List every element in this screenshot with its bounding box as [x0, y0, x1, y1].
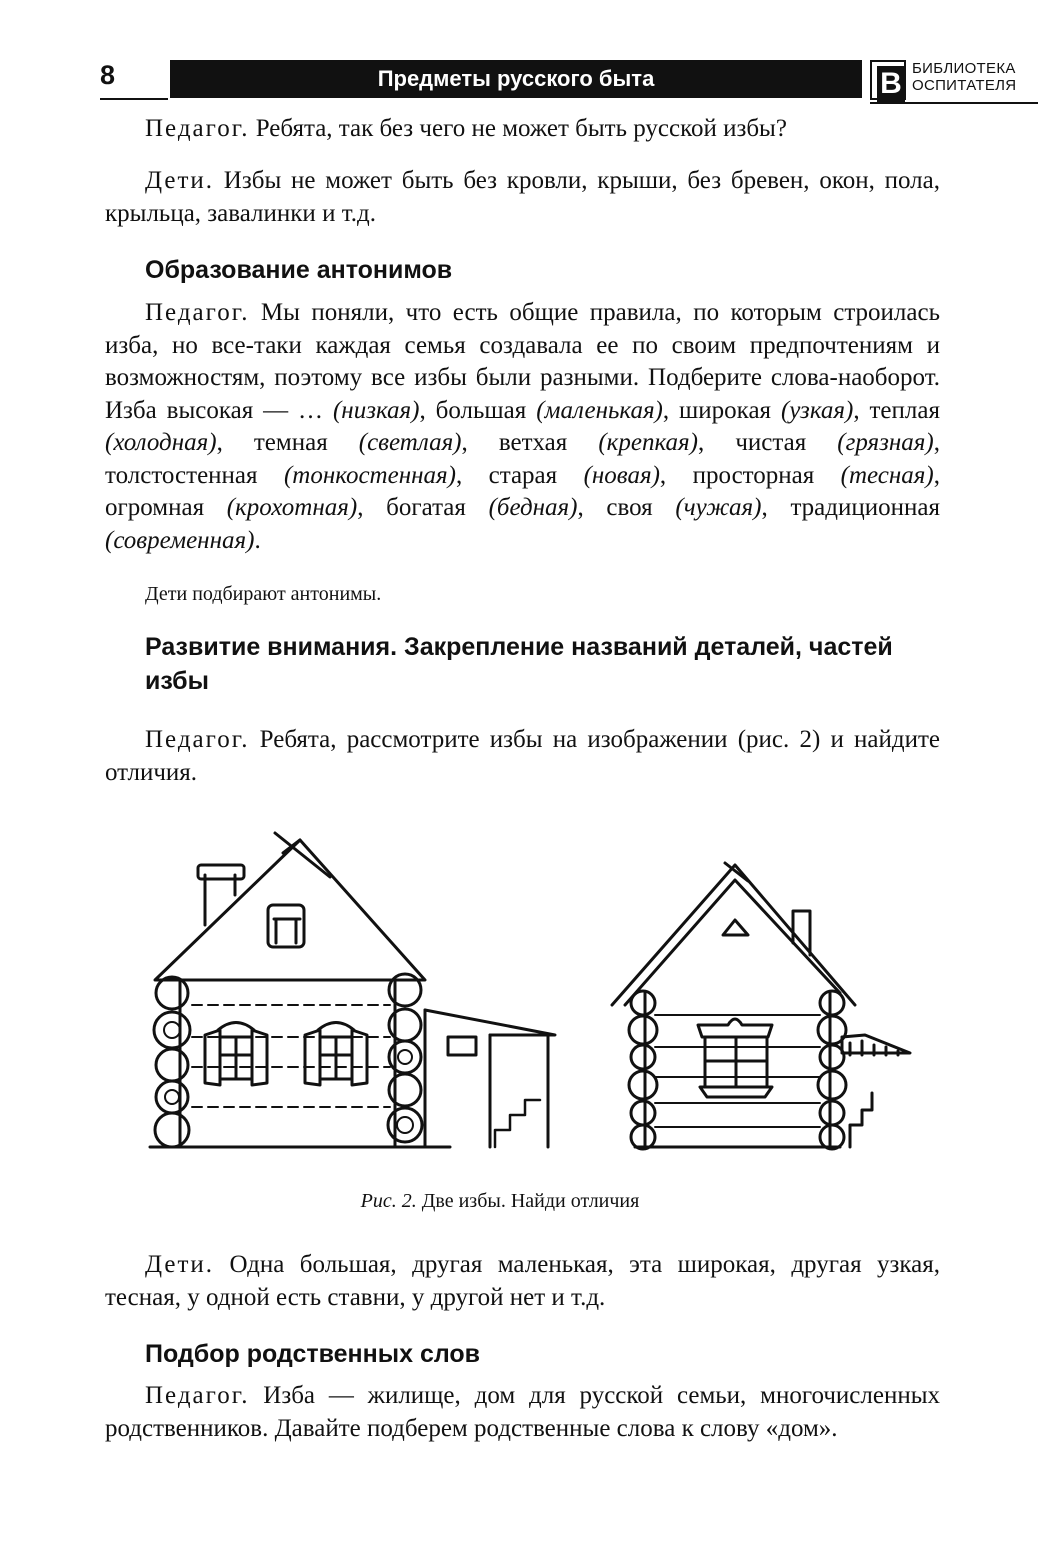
attic-window	[268, 905, 304, 947]
running-title: Предметы русского быта	[170, 60, 862, 98]
antonym: (узкая)	[780, 396, 854, 424]
adjective: , старая	[455, 461, 584, 489]
speaker-label: Педагог.	[145, 1382, 250, 1409]
small-house	[612, 863, 910, 1149]
antonym: (крохотная)	[226, 494, 358, 521]
antonym: (тесная)	[840, 461, 934, 489]
stage-note: Дети подбирают антонимы.	[145, 583, 382, 605]
logo-line-1: БИБЛИОТЕКА	[912, 60, 1016, 77]
side-porch	[842, 1035, 910, 1147]
header-rule	[100, 98, 168, 100]
paragraph-text: Одна большая, другая маленькая, эта широкая, другая узкая, тесная, у одной есть ставни, у другой нет и т.д.	[105, 1251, 940, 1311]
speaker-label: Дети.	[145, 167, 215, 194]
antonym: (грязная)	[837, 429, 934, 456]
antonym: (низкая)	[332, 396, 420, 424]
antonym: (холодная)	[105, 429, 217, 456]
adjective: , огромная	[105, 461, 940, 521]
caption-label: Рис. 2.	[360, 1190, 417, 1212]
log-ends-left	[154, 977, 190, 1147]
shuttered-window-left	[205, 1023, 267, 1086]
related-words-paragraph	[105, 1380, 940, 1445]
adjective: , темная	[216, 429, 359, 456]
speaker-label: Педагог.	[145, 299, 250, 326]
teacher-question	[105, 113, 940, 146]
adjective: , большая	[419, 396, 537, 424]
section-heading-antonyms: Образование антонимов	[145, 256, 453, 284]
paragraph-text: Ребята, так без чего не может быть русской избы?	[255, 115, 787, 142]
series-logo	[870, 58, 1040, 104]
paragraph-text: Избы не может быть без кровли, крыши, без бревен, окон, пола, крыльца, завалинки и т.д.	[105, 167, 940, 227]
adjective: , толстостенная	[105, 429, 940, 489]
page-number: 8	[100, 60, 116, 90]
adjective: , богатая	[357, 494, 489, 521]
antonym: (светлая)	[358, 429, 462, 456]
big-house	[150, 833, 555, 1147]
adjective: , широкая	[662, 396, 781, 424]
antonym: (крепкая)	[598, 429, 698, 456]
paragraph-text: Ребята, рассмотрите избы на изображении (рис. 2) и найдите отличия.	[105, 726, 941, 786]
adjective: , ветхая	[461, 429, 599, 456]
log-ends-small-left	[629, 991, 657, 1149]
shuttered-window-right	[305, 1023, 367, 1086]
antonym: (маленькая)	[536, 396, 663, 424]
figure-two-houses	[150, 825, 915, 1160]
caption-text: Две избы. Найди отличия	[421, 1190, 640, 1212]
antonym: (тонкостенная)	[283, 461, 456, 489]
logo-line-2: ОСПИТАТЕЛЯ	[912, 77, 1017, 94]
speaker-label: Педагог.	[145, 726, 250, 753]
antonym: (бедная)	[488, 494, 578, 521]
section-heading-attention: Развитие внимания. Закрепление названий деталей, частей избы	[145, 633, 893, 695]
attention-paragraph	[105, 724, 940, 789]
paragraph-text: Мы поняли, что есть общие правила, по которым строилась изба, но все-таки каждая семья создавала ее по своим предпочтениям и возможностям, поэтому все избы были разными. Подберите слова-наоборот. Изба высокая — …	[105, 299, 940, 424]
section-heading-related-words: Подбор родственных слов	[145, 1340, 481, 1368]
logo-underline	[870, 102, 1038, 104]
gable-triangle	[723, 920, 748, 935]
antonym: (современная)	[105, 526, 255, 554]
logo-frame	[870, 60, 906, 100]
carved-window	[698, 1019, 772, 1097]
big-house-roof	[155, 840, 425, 980]
logo-letter: В	[877, 66, 905, 102]
children-differences	[105, 1249, 940, 1314]
speaker-label: Дети.	[145, 1251, 215, 1278]
adjective: , теплая	[853, 396, 940, 424]
side-shed	[425, 1010, 555, 1147]
antonym-list: (низкая), большая (маленькая), широкая (узкая), теплая (холодная), темная (светлая), ветхая (крепкая), чистая (грязная), толстостенная (тонкостенная), старая (новая), просторная (тесная), огромная (крохотная), богатая (бедная), своя (чужая), традиционная (современная).	[105, 396, 940, 554]
logo-text	[912, 60, 1016, 94]
figure-caption	[0, 1190, 1000, 1213]
adjective: , просторная	[659, 461, 841, 489]
speaker-label: Педагог.	[145, 115, 250, 142]
paragraph-text: Изба — жилище, дом для русской семьи, многочисленных родственников. Давайте подберем родственные слова к слову «дом».	[105, 1382, 940, 1442]
log-ends-small-right	[818, 991, 846, 1149]
adjective: , чистая	[698, 429, 838, 456]
antonym: (новая)	[583, 461, 660, 489]
antonyms-paragraph	[105, 297, 940, 557]
antonym: (чужая)	[675, 494, 762, 521]
adjective: , своя	[577, 494, 676, 521]
adjective: , традиционная	[761, 494, 940, 521]
children-answer	[105, 165, 940, 230]
log-ends-right	[388, 974, 422, 1142]
running-header	[100, 58, 1017, 104]
